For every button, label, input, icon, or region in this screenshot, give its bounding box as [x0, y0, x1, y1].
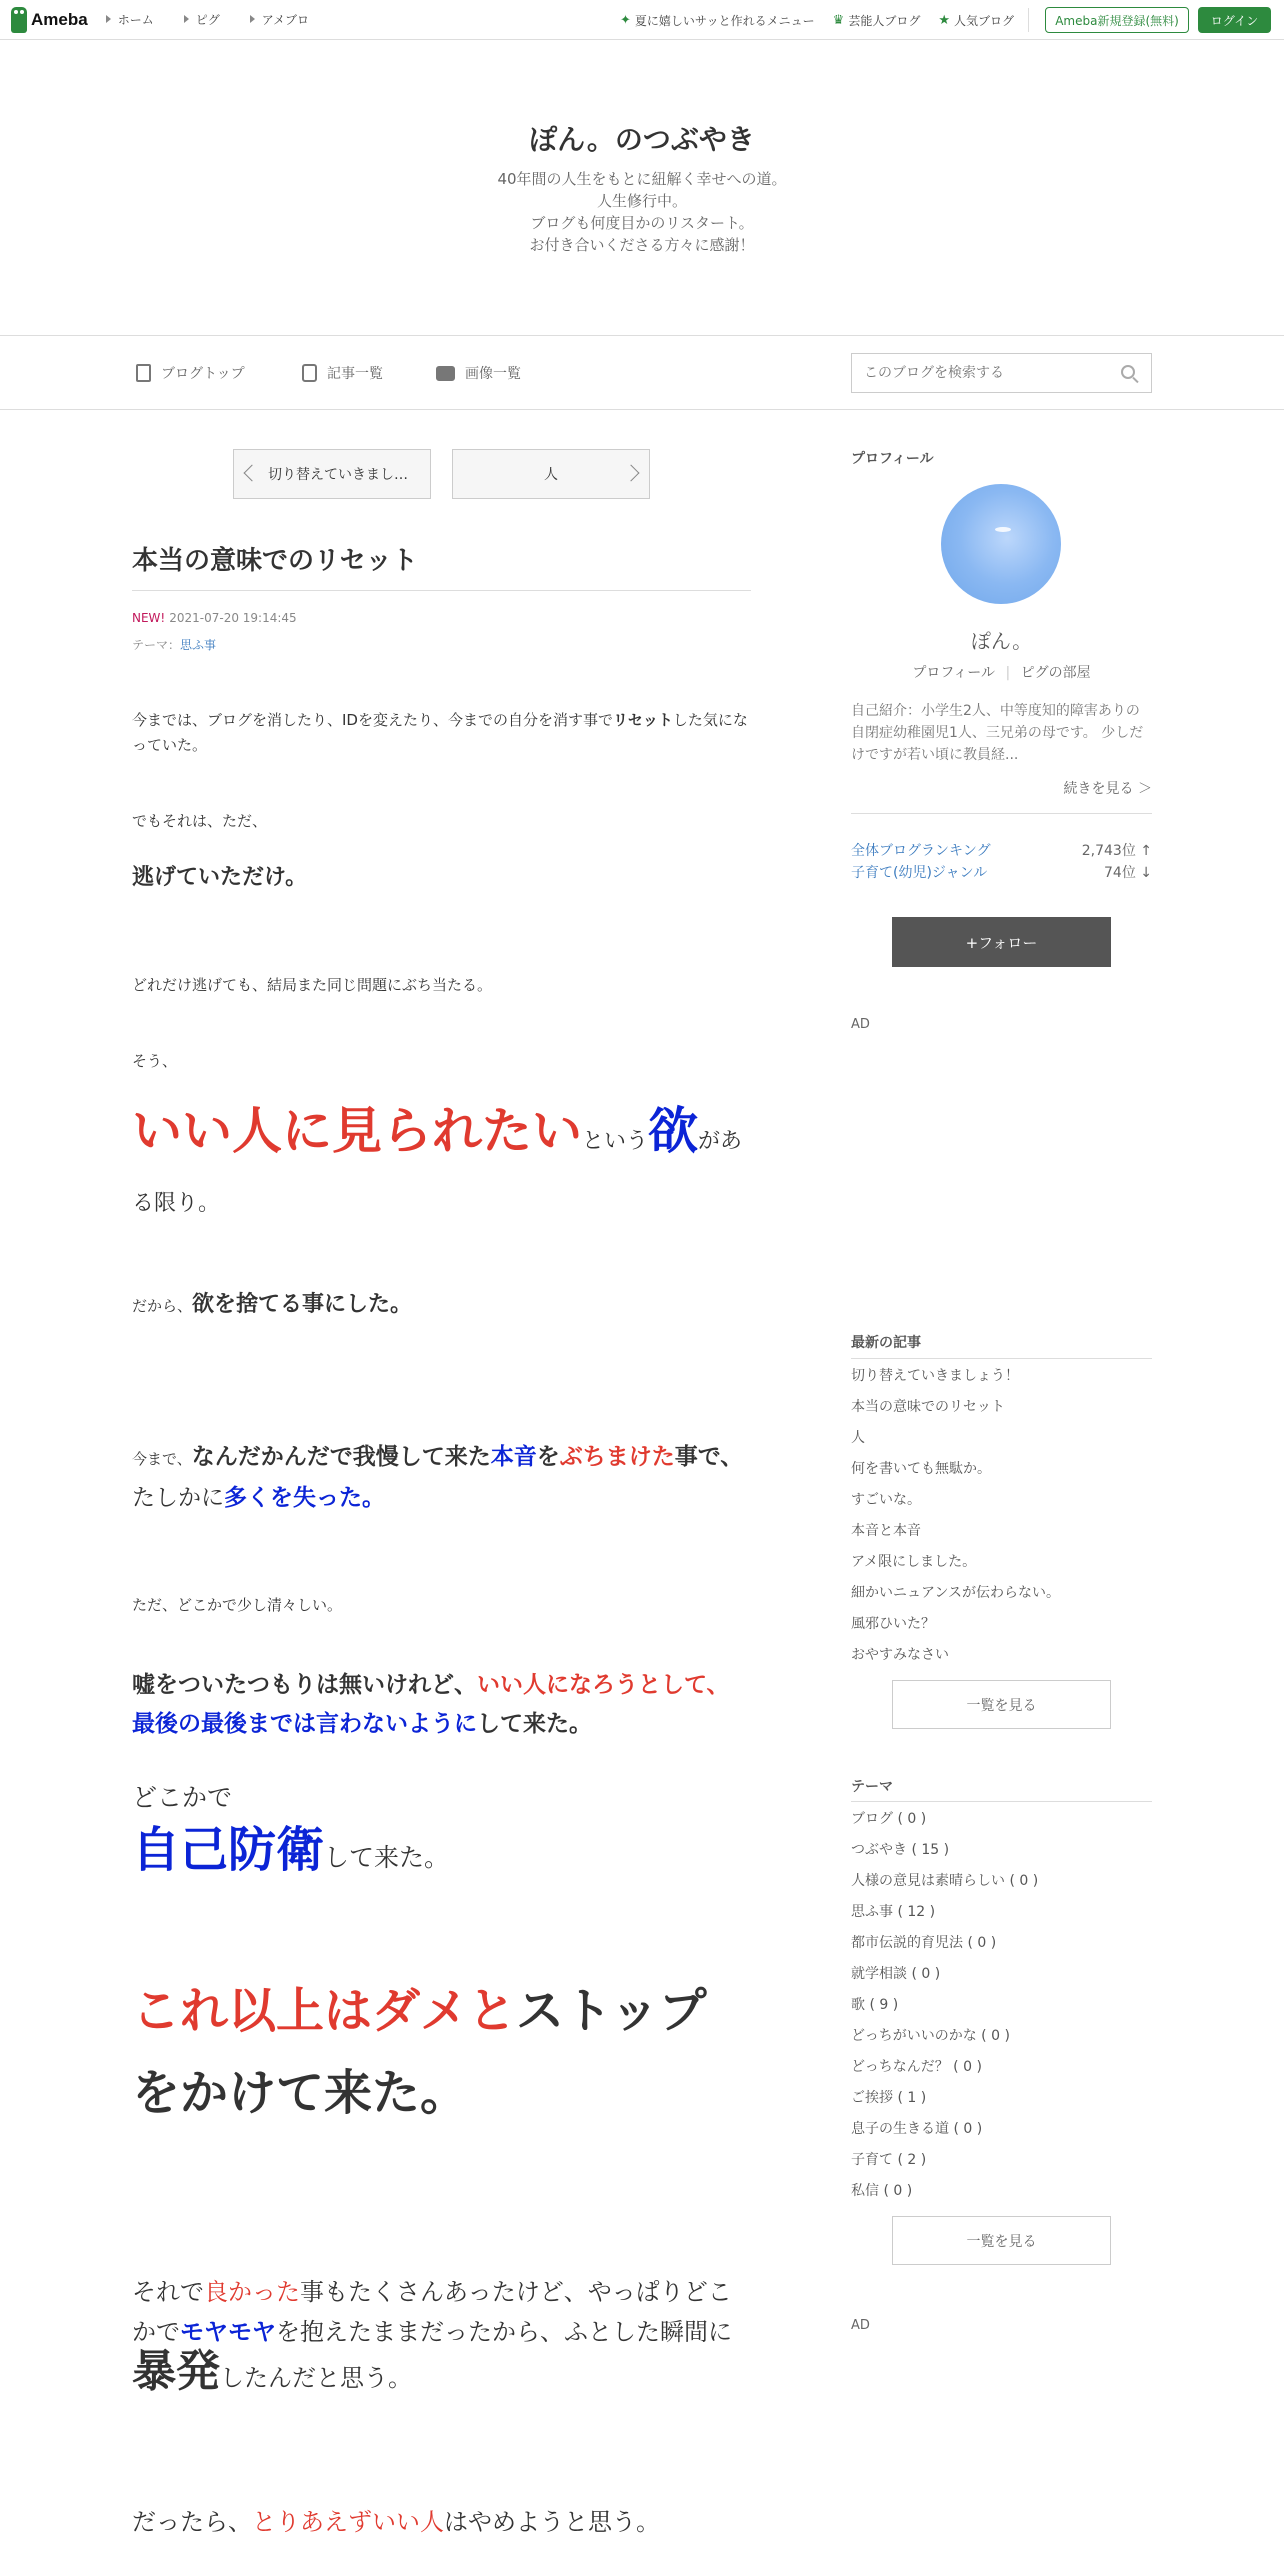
text: それで [132, 2278, 204, 2306]
promo-links [602, 0, 1014, 40]
text: モヤモヤ [180, 2318, 276, 2346]
ranking-genre[interactable] [851, 862, 1152, 882]
recent-article-link[interactable]: 細かいニュアンスが伝わらない。 [851, 1584, 1061, 1601]
profile-avatar[interactable] [941, 484, 1061, 604]
text: 嘘をついたつもりは無いけれど、 [132, 1672, 477, 1698]
recent-article-link[interactable]: アメ限にしました。 [851, 1553, 977, 1570]
desc-line: ブログも何度目かのリスタート。 [530, 214, 754, 232]
paragraph [132, 1438, 752, 1518]
text: だったら、 [132, 2508, 252, 2536]
theme-link[interactable]: どっちなんだ？ ( 0 ) [851, 2058, 982, 2075]
recent-article-link[interactable]: おやすみなさい [851, 1646, 949, 1663]
read-more-link[interactable]: 続きを見る ＞ [1063, 781, 1152, 797]
register-button[interactable]: Ameba新規登録(無料) [1045, 7, 1189, 33]
desc-line: 人生修行中。 [596, 192, 687, 210]
paragraph [132, 2502, 752, 2537]
sparkle-icon: ✦ [619, 12, 631, 28]
chevron-right-icon [623, 465, 640, 482]
theme-link[interactable]: 息子の生きる道 ( 0 ) [851, 2120, 983, 2137]
theme-heading: テーマ [851, 1779, 893, 1795]
paragraph [132, 1818, 752, 1890]
nav-ameblo-link[interactable]: アメブロ [250, 11, 309, 28]
ranking-label: 全体ブログランキング [851, 843, 991, 859]
recent-article-link[interactable]: 風邪ひいた？ [851, 1615, 935, 1632]
paragraph [132, 1666, 752, 1744]
crown-icon: ♛ [832, 12, 845, 28]
summer-menu-link[interactable]: ✦ 夏に嬉しいサッと作れるメニュー [619, 12, 815, 28]
paragraph: そう、 [132, 1052, 178, 1070]
camera-icon [436, 366, 455, 381]
text: を抱えたままだったから、ふとした瞬間に [276, 2318, 732, 2346]
text: だから、 [132, 1297, 193, 1315]
paragraph: どれだけ逃げても、結局また同じ問題にぶち当たる。 [132, 976, 493, 994]
paragraph: 逃げていただけ。 [132, 865, 308, 890]
ranking-value: 2,743位 ↑ [1081, 843, 1152, 859]
text: はやめようと思う。 [444, 2508, 660, 2536]
search-icon[interactable] [1121, 365, 1135, 379]
text: 最後の最後までは言わないように [132, 1711, 477, 1737]
text: 欲を捨てる事にした。 [192, 1292, 413, 1317]
ameba-logo[interactable] [11, 7, 88, 33]
theme-link[interactable]: 思ふ事 ( 12 ) [851, 1903, 936, 1920]
ad-label: AD [851, 1017, 870, 1032]
article-meta [132, 611, 297, 625]
text: 今まで、 [132, 1450, 192, 1468]
article-theme [132, 636, 216, 653]
text: して来た。 [477, 1711, 592, 1737]
profile-intro: 自己紹介：小学生2人、中等度知的障害ありの自閉症幼稚園児1人、三兄弟の母です。 少しだけですが若い頃に教員経... [851, 703, 1144, 763]
celebrity-blog-link[interactable]: ♛ 芸能人ブログ [832, 12, 921, 28]
blog-search [851, 353, 1152, 393]
text: とりあえずいい人 [252, 2508, 444, 2536]
recent-article-link[interactable]: 本当の意味でのリセット [851, 1398, 1005, 1415]
text: 事で、 [674, 1444, 744, 1470]
new-badge: NEW! [132, 611, 166, 625]
paragraph: ただ、どこかで少し清々しい。 [132, 1596, 343, 1614]
profile-link[interactable]: プロフィール [912, 665, 995, 681]
theme-link[interactable]: つぶやき ( 15 ) [851, 1841, 950, 1858]
ameba-frog-icon [11, 7, 27, 33]
text: したんだと思う。 [220, 2364, 412, 2392]
prev-article-label: 切り替えていきまし… [268, 467, 408, 483]
theme-link[interactable]: 都市伝説的育児法 ( 0 ) [851, 1934, 997, 1951]
text: ストップをかけて来た。 [132, 1983, 707, 2121]
ad-label: AD [851, 2318, 870, 2333]
article-list-label: 記事一覧 [327, 366, 383, 382]
paragraph [132, 2272, 752, 2398]
theme-link[interactable]: ご挨拶 ( 1 ) [851, 2089, 927, 2106]
text: これ以上はダメと [132, 1983, 517, 2039]
blog-nav [0, 335, 1284, 410]
logo-text: Ameba [31, 9, 88, 29]
ranking-label: 子育て(幼児)ジャンル [851, 865, 988, 881]
theme-label: テーマ： [132, 638, 181, 652]
theme-link[interactable]: 子育て ( 2 ) [851, 2151, 927, 2168]
text: という [582, 1129, 649, 1154]
login-button[interactable]: ログイン [1198, 7, 1271, 33]
ranking-overall[interactable] [851, 840, 1152, 860]
paragraph [132, 1100, 752, 1235]
recent-article-link[interactable]: 何を書いても無駄か。 [851, 1460, 991, 1477]
recent-view-all-button[interactable]: 一覧を見る [892, 1680, 1111, 1729]
recent-heading: 最新の記事 [851, 1335, 921, 1351]
text: した気になっていた。 [132, 711, 748, 754]
desc-line: お付き合いくださる方々に感謝！ [529, 236, 755, 254]
desc-line: 40年間の人生をもとに紐解く幸せへの道。 [497, 170, 787, 188]
image-list-link[interactable] [436, 363, 521, 383]
theme-view-all-button[interactable]: 一覧を見る [892, 2216, 1111, 2265]
header-divider [1028, 8, 1029, 32]
theme-link[interactable]: 人様の意見は素晴らしい ( 0 ) [851, 1872, 1039, 1889]
star-icon: ★ [938, 12, 950, 28]
recent-article-link[interactable]: 切り替えていきましょう！ [851, 1367, 1019, 1384]
profile-links [851, 662, 1152, 682]
blog-description [0, 168, 1284, 256]
profile-heading: プロフィール [851, 451, 934, 467]
popular-blog-link[interactable]: ★ 人気ブログ [938, 12, 1014, 28]
title-divider [132, 590, 751, 591]
recent-articles-list [851, 1359, 1152, 1669]
text: 本音 [490, 1444, 537, 1470]
pages-icon [302, 364, 317, 382]
text: がある限り。 [132, 1129, 743, 1216]
global-header [0, 0, 1284, 40]
next-article-button[interactable] [452, 449, 650, 499]
paragraph: どこかで [132, 1783, 233, 1812]
separator: | [1005, 665, 1011, 681]
image-list-label: 画像一覧 [465, 366, 521, 382]
text: 良かった [204, 2278, 300, 2306]
profile-name[interactable]: ぽん。 [970, 629, 1033, 653]
text: 多くを失った。 [224, 1485, 385, 1511]
text: 欲 [648, 1102, 699, 1160]
follow-button[interactable]: +フォロー [892, 917, 1111, 967]
global-nav [106, 11, 339, 28]
theme-link[interactable]: どっちがいいのかな ( 0 ) [851, 2027, 1010, 2044]
text: 事もたくさんあったけど、やっぱりどこかで [132, 2278, 732, 2346]
recent-article-link[interactable]: すごいな。 [851, 1491, 921, 1508]
text: なんだかんだで我慢して来た [191, 1444, 491, 1470]
prev-article-button[interactable] [233, 449, 431, 499]
theme-link[interactable]: 思ふ事 [180, 638, 217, 652]
paragraph [132, 1288, 752, 1323]
paragraph [132, 1970, 752, 2134]
text: 暴発 [132, 2346, 220, 2397]
search-input[interactable] [852, 354, 1092, 392]
text: ぶちまけた [559, 1444, 675, 1470]
document-icon [136, 364, 151, 382]
theme-link[interactable]: ブログ ( 0 ) [851, 1810, 927, 1827]
text: いい人になろうとして、 [477, 1672, 730, 1698]
article-title[interactable]: 本当の意味でのリセット [132, 546, 418, 576]
nav-home-link[interactable]: ホーム [106, 11, 154, 28]
article-list-link[interactable] [302, 363, 383, 383]
recent-article-link[interactable]: 人 [851, 1429, 865, 1446]
recent-article-link[interactable]: 本音と本音 [851, 1522, 921, 1539]
paragraph [132, 708, 752, 758]
nav-pig-link[interactable]: ピグ [184, 11, 220, 28]
paragraph: でもそれは、ただ、 [132, 812, 268, 830]
theme-link[interactable]: 歌 ( 9 ) [851, 1996, 899, 2013]
text: たしかに [132, 1485, 224, 1511]
text: 自己防衛 [132, 1822, 325, 1878]
divider [851, 813, 1152, 814]
theme-list [851, 1802, 1152, 2205]
text: いい人に見られたい [132, 1102, 582, 1160]
article-date: 2021-07-20 19:14:45 [169, 611, 297, 625]
blog-title[interactable]: ぽん。のつぶやき [529, 123, 755, 156]
theme-link[interactable]: 就学相談 ( 0 ) [851, 1965, 941, 1982]
text: を [536, 1444, 560, 1470]
text: 今までは、ブログを消したり、IDを変えたり、今までの自分を消す事で [132, 711, 613, 729]
theme-link[interactable]: 私信 ( 0 ) [851, 2182, 913, 2199]
text: して来た。 [324, 1843, 450, 1872]
blog-top-link[interactable] [136, 363, 245, 383]
blog-top-label: ブログトップ [161, 366, 245, 382]
ranking-value: 74位 ↓ [1104, 865, 1152, 881]
next-article-label: 人 [544, 467, 558, 483]
text: リセット [612, 711, 673, 729]
pig-room-link[interactable]: ピグの部屋 [1020, 665, 1091, 681]
